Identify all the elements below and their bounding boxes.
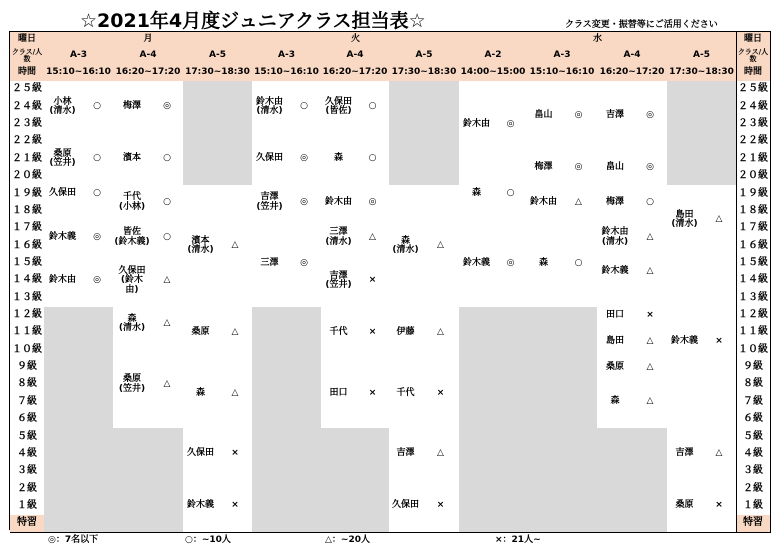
capacity-mark: △ (218, 307, 253, 360)
grade-label-right: ２４級 (736, 98, 771, 117)
grade-label-left: ５級 (10, 428, 45, 447)
grade-label-left: ７級 (10, 393, 45, 412)
coach-name: 鈴木義 (459, 220, 495, 308)
capacity-mark: △ (218, 185, 253, 308)
capacity-mark: ○ (151, 220, 184, 256)
class-header: A-5 (183, 48, 253, 65)
grade-label-right: ２３級 (736, 116, 771, 134)
grade-label-left: ２１級 (10, 150, 45, 169)
capacity-mark: △ (422, 428, 460, 481)
header-class-right: クラス/人数 (736, 48, 771, 65)
grade-label-right: １６級 (736, 237, 771, 256)
capacity-mark: △ (633, 359, 668, 377)
coach-name: 桑原 (667, 480, 703, 533)
grade-label-left: ９級 (10, 359, 45, 377)
coach-name: 久保田 (183, 428, 219, 481)
capacity-mark: △ (702, 428, 737, 481)
capacity-mark: ◎ (81, 255, 114, 308)
class-header: A-5 (667, 48, 737, 65)
coach-name: 吉澤 (笠井) (321, 255, 357, 308)
capacity-mark: △ (422, 185, 460, 308)
coach-name: 森 (183, 359, 219, 429)
grade-label-right: １７級 (736, 220, 771, 238)
empty-slot (527, 307, 598, 533)
coach-name: 久保田 (252, 133, 288, 186)
capacity-mark: ○ (560, 220, 598, 308)
capacity-mark: × (218, 428, 253, 481)
class-header: A-2 (459, 48, 528, 65)
capacity-mark: ○ (633, 185, 668, 221)
capacity-mark: ◎ (287, 185, 322, 221)
coach-name: 千代 (321, 307, 357, 360)
day-header: 火 (252, 32, 460, 49)
class-header: A-3 (527, 48, 598, 65)
coach-name: 吉澤 (笠井) (252, 185, 288, 221)
coach-name: 梅澤 (527, 150, 561, 186)
coach-name: 伊藤 (389, 307, 423, 360)
grade-label-left: １３級 (10, 289, 45, 308)
capacity-mark: ◎ (560, 81, 598, 151)
capacity-mark: ◎ (151, 81, 184, 134)
coach-name: 吉澤 (389, 428, 423, 481)
time-header: 15:10~16:10 (252, 64, 322, 82)
coach-name: 桑原 (笠井) (44, 133, 82, 186)
time-header: 17:30~18:30 (389, 64, 460, 82)
coach-name: 畠山 (597, 150, 634, 186)
usage-note: クラス変更・振替等にご活用ください (565, 20, 718, 30)
grade-label-right: １９級 (736, 185, 771, 204)
grade-label-left: １５級 (10, 255, 45, 273)
coach-name: 濱本 (113, 133, 152, 186)
coach-name: 鈴木義 (44, 220, 82, 256)
coach-name: 鈴木由 (清水) (252, 81, 288, 134)
empty-slot (44, 307, 114, 533)
time-header: 17:30~18:30 (667, 64, 737, 82)
coach-name: 久保田 (皆佐) (321, 81, 357, 134)
capacity-mark: △ (356, 220, 390, 256)
class-header: A-4 (597, 48, 668, 65)
capacity-mark: ◎ (356, 185, 390, 221)
capacity-mark: ○ (81, 133, 114, 186)
day-header: 水 (459, 32, 737, 49)
grade-label-left: １９級 (10, 185, 45, 204)
grade-label-right: ２２級 (736, 133, 771, 151)
capacity-mark: △ (633, 255, 668, 290)
grade-label-right: ５級 (736, 428, 771, 447)
grade-label-right: ２級 (736, 480, 771, 499)
capacity-mark: △ (151, 255, 184, 308)
capacity-mark: ◎ (494, 220, 528, 308)
capacity-mark: ○ (81, 185, 114, 204)
grade-label-left: １１級 (10, 324, 45, 342)
grade-label-left: ２４級 (10, 98, 45, 117)
capacity-mark: △ (151, 307, 184, 342)
empty-slot (252, 307, 322, 533)
coach-name: 千代 (小林) (113, 185, 152, 221)
capacity-mark: ○ (151, 133, 184, 186)
coach-name: 皆佐 (鈴木義) (113, 220, 152, 256)
capacity-mark: × (422, 359, 460, 429)
grade-label-left: ２０級 (10, 168, 45, 186)
legend-double-circle: ◎：7名以下 (48, 535, 99, 545)
grade-label-right: ２０級 (736, 168, 771, 186)
coach-name: 吉澤 (597, 81, 634, 151)
capacity-mark: ◎ (633, 150, 668, 186)
coach-name: 島田 (清水) (667, 185, 703, 256)
grade-label-left: ６級 (10, 411, 45, 429)
coach-name: 田口 (597, 307, 634, 325)
coach-name: 桑原 (笠井) (113, 341, 152, 429)
grade-label-left: ２３級 (10, 116, 45, 134)
coach-name: 久保田 (389, 480, 423, 533)
coach-name: 森 (597, 376, 634, 429)
grade-label-left: ２５級 (10, 81, 45, 99)
empty-slot (44, 203, 114, 221)
class-header: A-3 (252, 48, 322, 65)
class-header: A-4 (113, 48, 184, 65)
grade-label-left: ２級 (10, 480, 45, 499)
grade-label-right: １２級 (736, 307, 771, 325)
coach-name: 森 (清水) (389, 185, 423, 308)
coach-name: 畠山 (527, 81, 561, 151)
coach-name: 桑原 (597, 359, 634, 377)
coach-name: 三澤 (252, 220, 288, 308)
time-header: 16:20~17:20 (597, 64, 668, 82)
capacity-mark: ◎ (287, 133, 322, 186)
grade-label-left: １８級 (10, 203, 45, 221)
capacity-mark: ○ (356, 133, 390, 186)
grade-label-left: ８級 (10, 376, 45, 394)
coach-name: 鈴木由 (清水) (597, 220, 634, 256)
class-header: A-5 (389, 48, 460, 65)
capacity-mark: ○ (81, 81, 114, 134)
capacity-mark: ◎ (494, 81, 528, 169)
coach-name: 森 (清水) (113, 307, 152, 342)
grade-label-left: １６級 (10, 237, 45, 256)
grade-label-right: １４級 (736, 272, 771, 290)
grade-label-right: ８級 (736, 376, 771, 394)
capacity-mark: × (218, 480, 253, 533)
coach-name: 久保田 (鈴木 由) (113, 255, 152, 308)
coach-name: 鈴木由 (527, 185, 561, 221)
empty-slot (113, 428, 184, 533)
capacity-mark: ◎ (560, 150, 598, 186)
grade-label-right: １１級 (736, 324, 771, 342)
time-header: 14:00~15:00 (459, 64, 528, 82)
coach-name: 鈴木義 (597, 255, 634, 290)
grade-label-left: １７級 (10, 220, 45, 238)
capacity-mark: × (633, 307, 668, 325)
grade-label-right: ４級 (736, 446, 771, 464)
coach-name: 濱本 (清水) (183, 185, 219, 308)
legend-circle: ○：~10人 (185, 535, 231, 545)
coach-name: 梅澤 (113, 81, 152, 134)
coach-name: 鈴木由 (459, 81, 495, 169)
capacity-mark: × (702, 480, 737, 533)
capacity-mark: △ (633, 324, 668, 360)
capacity-mark: × (702, 255, 737, 429)
legend-cross: ×：21人~ (495, 535, 541, 545)
time-header: 17:30~18:30 (183, 64, 253, 82)
header-time-right: 時間 (736, 64, 771, 82)
grade-label-right: ３級 (736, 463, 771, 481)
day-header: 月 (44, 32, 253, 49)
grade-label-right: ９級 (736, 359, 771, 377)
coach-name: 鈴木由 (44, 255, 82, 308)
coach-name: 鈴木由 (321, 185, 357, 221)
legend-triangle: △：~20人 (325, 535, 370, 545)
grade-label-right: ７級 (736, 393, 771, 412)
time-header: 16:20~17:20 (321, 64, 390, 82)
grade-label-right: ２５級 (736, 81, 771, 99)
capacity-mark: △ (702, 185, 737, 256)
coach-name: 小林 (清水) (44, 81, 82, 134)
grade-label-right: ６級 (736, 411, 771, 429)
page-title: ☆2021年4月度ジュニアクラス担当表☆ (80, 10, 426, 32)
empty-slot (667, 81, 737, 186)
grade-label-right: １０級 (736, 341, 771, 360)
capacity-mark: △ (633, 220, 668, 256)
capacity-mark: ◎ (81, 220, 114, 256)
coach-name: 島田 (597, 324, 634, 360)
grade-label-left: 特習 (10, 515, 45, 533)
capacity-mark: × (422, 480, 460, 533)
grade-label-right: 特習 (736, 515, 771, 533)
grade-label-right: １級 (736, 498, 771, 516)
time-header: 16:20~17:20 (113, 64, 184, 82)
capacity-mark: ○ (287, 81, 322, 134)
coach-name: 森 (459, 168, 495, 221)
grade-label-left: ３級 (10, 463, 45, 481)
empty-slot (597, 428, 668, 533)
header-class-left: クラス/人数 (10, 48, 45, 65)
capacity-mark: △ (422, 307, 460, 360)
capacity-mark: △ (218, 359, 253, 429)
grade-label-right: １３級 (736, 289, 771, 308)
capacity-mark: × (356, 255, 390, 308)
grade-label-left: １０級 (10, 341, 45, 360)
grade-label-left: ２２級 (10, 133, 45, 151)
capacity-mark: ◎ (287, 220, 322, 308)
time-header: 15:10~16:10 (527, 64, 598, 82)
coach-name: 梅澤 (597, 185, 634, 221)
coach-name: 森 (321, 133, 357, 186)
capacity-mark: ◎ (633, 81, 668, 151)
header-youbi-right: 曜日 (736, 32, 771, 49)
capacity-mark: ○ (151, 185, 184, 221)
grade-label-left: １４級 (10, 272, 45, 290)
coach-name: 千代 (389, 359, 423, 429)
time-header: 15:10~16:10 (44, 64, 114, 82)
header-youbi-left: 曜日 (10, 32, 45, 49)
grade-label-left: １２級 (10, 307, 45, 325)
capacity-mark: × (356, 359, 390, 429)
coach-name: 鈴木義 (667, 255, 703, 429)
coach-name: 三澤 (清水) (321, 220, 357, 256)
grade-label-left: １級 (10, 498, 45, 516)
grade-label-left: ４級 (10, 446, 45, 464)
empty-slot (183, 81, 253, 186)
coach-name: 鈴木義 (183, 480, 219, 533)
capacity-mark: ○ (494, 168, 528, 221)
capacity-mark: △ (633, 376, 668, 429)
class-header: A-3 (44, 48, 114, 65)
coach-name: 久保田 (44, 185, 82, 204)
empty-slot (459, 307, 528, 533)
header-time-left: 時間 (10, 64, 45, 82)
capacity-mark: ○ (356, 81, 390, 134)
empty-slot (597, 289, 668, 308)
class-header: A-4 (321, 48, 390, 65)
empty-slot (389, 81, 460, 186)
legend (0, 530, 780, 546)
coach-name: 森 (527, 220, 561, 308)
coach-name: 田口 (321, 359, 357, 429)
capacity-mark: × (356, 307, 390, 360)
grade-label-right: ２１級 (736, 150, 771, 169)
grade-label-right: １８級 (736, 203, 771, 221)
coach-name: 吉澤 (667, 428, 703, 481)
capacity-mark: △ (151, 341, 184, 429)
empty-slot (321, 428, 390, 533)
coach-name: 桑原 (183, 307, 219, 360)
capacity-mark: △ (560, 185, 598, 221)
grade-label-right: １５級 (736, 255, 771, 273)
